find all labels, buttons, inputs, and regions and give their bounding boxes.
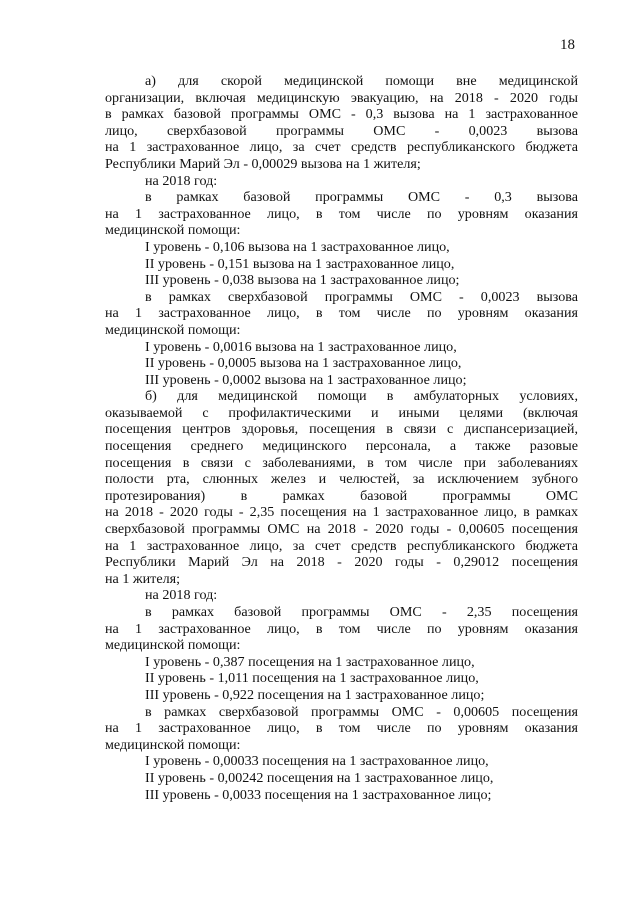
text-line: посещения в связи с заболеваниями, в том числе при заболеваниях: [105, 454, 578, 471]
text-line: I уровень - 0,387 посещения на 1 застрахованное лицо,: [145, 653, 475, 670]
text-line: II уровень - 1,011 посещения на 1 застрахованное лицо,: [145, 670, 479, 687]
text-line: на 1 застрахованное лицо, за счет средств республиканского бюджета: [105, 139, 578, 156]
text-line: на 2018 год:: [145, 172, 218, 189]
text-line: I уровень - 0,106 вызова на 1 застрахованное лицо,: [145, 238, 450, 255]
text-line: на 1 застрахованное лицо, за счет средств республиканского бюджета: [105, 537, 578, 554]
text-line: на 1 застрахованное лицо, в том числе по уровням оказания: [105, 305, 578, 322]
text-line: медицинской помощи:: [105, 321, 241, 338]
text-line: II уровень - 0,00242 посещения на 1 застрахованное лицо,: [145, 769, 494, 786]
text-line: а) для скорой медицинской помощи вне медицинской: [145, 73, 578, 89]
text-line: организации, включая медицинскую эвакуацию, на 2018 - 2020 годы: [105, 89, 578, 106]
text-line: на 2018 - 2020 годы - 2,35 посещения на 1 застрахованное лицо, в рамках: [105, 504, 578, 521]
text-line: сверхбазовой программы ОМС на 2018 - 2020 годы - 0,00605 посещения: [105, 521, 578, 538]
text-line: в рамках сверхбазовой программы ОМС - 0,00605 посещения: [145, 703, 578, 720]
text-line: полости рта, слюнных желез и челюстей, за исключением зубного: [105, 471, 578, 488]
text-line: протезирования) в рамках базовой программы ОМС: [105, 487, 578, 504]
text-line: III уровень - 0,0002 вызова на 1 застрахованное лицо;: [145, 371, 467, 388]
text-line: II уровень - 0,0005 вызова на 1 застрахованное лицо,: [145, 355, 462, 372]
text-line: на 2018 год:: [145, 587, 218, 604]
text-line: медицинской помощи:: [105, 736, 241, 753]
text-line: I уровень - 0,0016 вызова на 1 застрахованное лицо,: [145, 338, 457, 355]
text-line: I уровень - 0,00033 посещения на 1 застрахованное лицо,: [145, 753, 489, 770]
text-line: II уровень - 0,151 вызова на 1 застрахованное лицо,: [145, 255, 455, 272]
text-line: на 1 застрахованное лицо, в том числе по уровням оказания: [105, 720, 578, 737]
text-line: медицинской помощи:: [105, 222, 241, 239]
text-line: б) для медицинской помощи в амбулаторных условиях,: [145, 388, 578, 405]
document-body: [105, 73, 578, 803]
text-line: медицинской помощи:: [105, 637, 241, 654]
page-number: 18: [560, 37, 575, 53]
text-line: посещения среднего медицинского персонала, а также разовые: [105, 438, 578, 455]
text-line: посещения центров здоровья, посещения в связи с диспансеризацией,: [105, 421, 578, 438]
text-line: в рамках базовой программы ОМС - 0,3 вызова на 1 застрахованное: [105, 106, 578, 123]
text-line: на 1 жителя;: [105, 570, 181, 587]
text-line: Республики Марий Эл на 2018 - 2020 годы - 0,29012 посещения: [105, 554, 578, 571]
text-line: в рамках базовой программы ОМС - 0,3 вызова: [145, 189, 578, 206]
text-line: в рамках базовой программы ОМС - 2,35 посещения: [145, 604, 578, 620]
text-line: оказываемой с профилактическими и иными целями (включая: [105, 404, 578, 421]
text-line: в рамках сверхбазовой программы ОМС - 0,0023 вызова: [145, 288, 578, 305]
text-line: Республики Марий Эл - 0,00029 вызова на 1 жителя;: [105, 155, 421, 172]
text-line: III уровень - 0,922 посещения на 1 застрахованное лицо;: [145, 686, 485, 703]
text-line: лицо, сверхбазовой программы ОМС - 0,0023 вызова: [105, 122, 578, 139]
text-line: на 1 застрахованное лицо, в том числе по уровням оказания: [105, 205, 578, 222]
text-line: на 1 застрахованное лицо, в том числе по уровням оказания: [105, 620, 578, 637]
text-line: III уровень - 0,038 вызова на 1 застрахованное лицо;: [145, 272, 460, 289]
text-line: III уровень - 0,0033 посещения на 1 застрахованное лицо;: [145, 786, 492, 803]
